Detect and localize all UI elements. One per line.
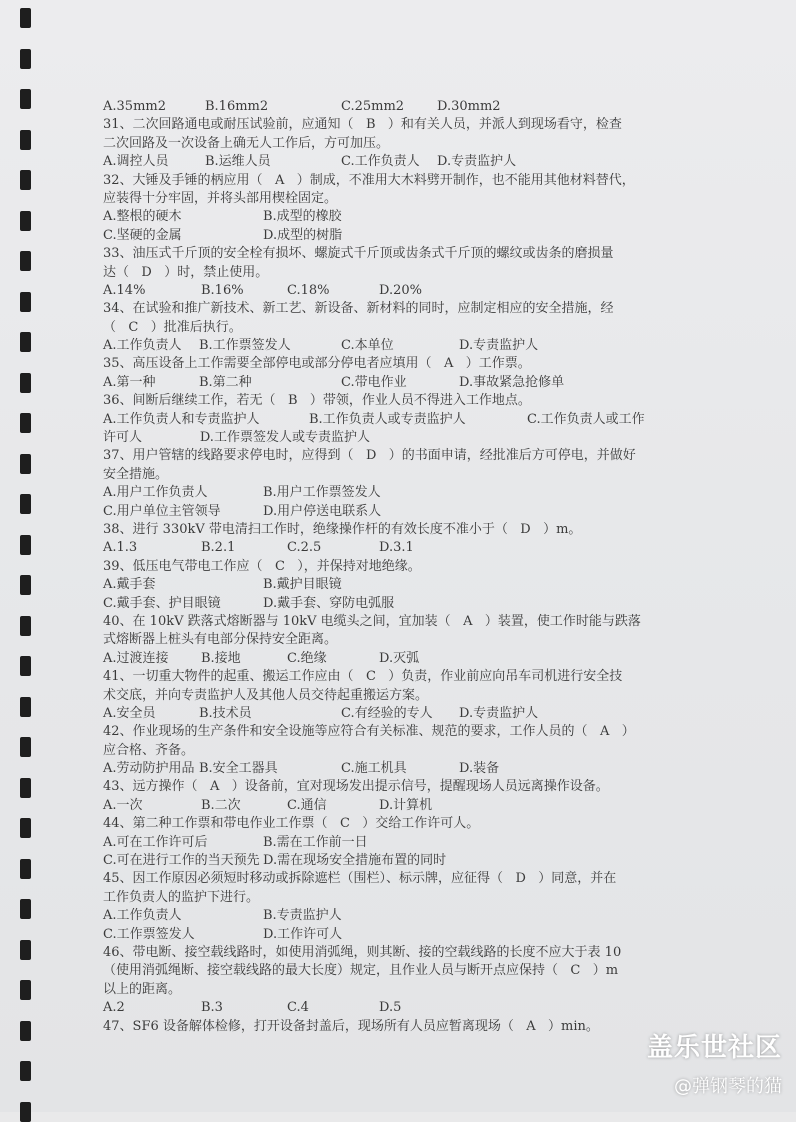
option-item: B.工作负责人或专责监护人 — [309, 411, 466, 427]
text-line: 42、作业现场的生产条件和安全设施等应符合有关标准、规范的要求，工作人员的（ A ） — [103, 724, 635, 740]
binding-hole — [20, 130, 31, 150]
binding-hole — [20, 373, 31, 393]
option-row — [103, 852, 673, 870]
text-line: 32、大锤及手锤的柄应用（ A ）制成，不准用大木料劈开制作，也不能用其他材料替代， — [103, 172, 635, 188]
option-item: B.戴护目眼镜 — [263, 577, 342, 593]
text-line: 43、远方操作（ A ）设备前，宜对现场发出提示信号，提醒现场人员远离操作设备。 — [103, 779, 609, 795]
option-row — [103, 153, 673, 171]
option-row — [103, 411, 673, 429]
binding-hole — [20, 49, 31, 69]
option-item: C.工作负责人或工作 — [527, 411, 645, 427]
text-line: 44、第二种工作票和带电作业工作票（ C ）交给工作许可人。 — [103, 816, 480, 832]
option-item: C.工作票签发人 — [103, 926, 195, 942]
option-item: A.整根的硬木 — [103, 209, 182, 225]
option-item: A.安全员 — [103, 705, 156, 721]
binding-hole — [20, 89, 31, 109]
option-row — [103, 282, 673, 300]
question-text — [103, 98, 673, 1036]
option-item: C.2.5 — [287, 540, 322, 556]
option-item: C.4 — [287, 1000, 309, 1016]
option-item: C.18% — [287, 282, 330, 298]
option-item: B.16% — [201, 282, 244, 298]
binding-hole — [20, 1021, 31, 1041]
text-line: 45、因工作原因必须短时移动或拆除遮栏（围栏）、标示牌，应征得（ D ）同意，并在 — [103, 871, 617, 887]
option-row — [103, 374, 673, 392]
binding-hole — [20, 454, 31, 474]
option-item: D.计算机 — [379, 797, 433, 813]
option-item: C.本单位 — [341, 338, 394, 354]
option-item: D.事故紧急抢修单 — [459, 374, 565, 390]
option-item: A.35mm2 — [103, 99, 166, 114]
option-item: B.安全工器具 — [199, 761, 278, 777]
binding-holes — [20, 0, 36, 1112]
text-line: 式熔断器上桩头有电部分保持安全距离。 — [103, 632, 338, 648]
option-item: A.第一种 — [103, 374, 156, 390]
option-item: C.25mm2 — [341, 99, 405, 114]
option-item: C.通信 — [287, 797, 327, 813]
option-item: D.需在现场安全措施布置的同时 — [263, 853, 447, 869]
option-row — [103, 484, 673, 502]
option-item: D.专责监护人 — [437, 154, 517, 170]
option-item: D.3.1 — [379, 540, 414, 556]
option-row — [103, 705, 673, 723]
option-row — [103, 98, 673, 116]
watermark-title: 盖乐世社区 — [646, 1033, 782, 1063]
option-item: C.施工机具 — [341, 761, 407, 777]
watermark — [647, 1027, 782, 1098]
binding-hole — [20, 940, 31, 960]
option-row — [103, 797, 673, 815]
text-line: 安全措施。 — [103, 466, 169, 482]
option-row — [103, 760, 673, 778]
option-item: C.坚硬的金属 — [103, 227, 182, 243]
text-line: （ C ）批准后执行。 — [103, 319, 242, 335]
binding-hole — [20, 170, 31, 190]
option-item: B.运维人员 — [205, 154, 271, 170]
option-item: A.过渡连接 — [103, 650, 169, 666]
text-line: 39、低压电气带电工作应（ C ），并保持对地绝缘。 — [103, 558, 421, 574]
text-line: 31、二次回路通电或耐压试验前，应通知（ B ）和有关人员，并派人到现场看守，检查 — [103, 117, 622, 133]
option-row — [103, 999, 673, 1017]
binding-hole — [20, 737, 31, 757]
option-row — [103, 539, 673, 557]
option-row — [103, 834, 673, 852]
text-line: 应合格、齐备。 — [103, 742, 195, 758]
text-line: 应装得十分牢固，并将头部用楔栓固定。 — [103, 190, 338, 206]
option-item: A.工作负责人 — [103, 338, 182, 354]
binding-hole — [20, 656, 31, 676]
option-item: B.2.1 — [201, 540, 236, 556]
option-item: D.成型的树脂 — [263, 227, 343, 243]
text-line: 35、高压设备上工作需要全部停电或部分停电者应填用（ A ）工作票。 — [103, 356, 531, 372]
text-line: 40、在 10kV 跌落式熔断器与 10kV 电缆头之间，宜加装（ A ）装置，使工作时能与跌落 — [103, 613, 641, 629]
option-item: B.工作票签发人 — [199, 338, 291, 354]
binding-hole — [20, 859, 31, 879]
option-item: D.30mm2 — [437, 99, 501, 114]
option-item: B.3 — [201, 1000, 223, 1016]
option-item: C.戴手套、护目眼镜 — [103, 595, 221, 611]
option-item: A.戴手套 — [103, 577, 156, 593]
option-item: C.带电作业 — [341, 374, 407, 390]
option-item: A.1.3 — [103, 540, 138, 556]
option-row — [103, 576, 673, 594]
text-line: 36、间断后继续工作，若无（ B ）带领，作业人员不得进入工作地点。 — [103, 393, 531, 409]
option-item: D.工作许可人 — [263, 926, 343, 942]
option-row — [103, 926, 673, 944]
option-item: B.用户工作票签发人 — [263, 485, 381, 501]
binding-hole — [20, 778, 31, 798]
binding-hole — [20, 535, 31, 555]
text-line: 许可人 D.工作票签发人或专责监护人 — [103, 430, 370, 446]
option-item: B.16mm2 — [205, 99, 269, 114]
option-item: B.二次 — [201, 797, 241, 813]
binding-hole — [20, 818, 31, 838]
option-item: D.专责监护人 — [459, 705, 539, 721]
option-item: D.20% — [379, 282, 422, 298]
option-item: A.工作负责人和专责监护人 — [103, 411, 260, 427]
option-item: D.灭弧 — [379, 650, 420, 666]
text-line: 41、一切重大物件的起重、搬运工作应由（ C ）负责，作业前应向吊车司机进行安全技 — [103, 669, 623, 685]
option-item: D.5 — [379, 1000, 402, 1016]
binding-hole — [20, 292, 31, 312]
text-line: 达（ D ）时，禁止使用。 — [103, 264, 269, 280]
option-item: A.调控人员 — [103, 154, 169, 170]
option-row — [103, 907, 673, 925]
binding-hole — [20, 980, 31, 1000]
option-item: A.14% — [103, 282, 146, 298]
binding-hole — [20, 697, 31, 717]
binding-hole — [20, 494, 31, 514]
text-line: 33、油压式千斤顶的安全栓有损坏、螺旋式千斤顶或齿条式千斤顶的螺纹或齿条的磨损量 — [103, 246, 614, 262]
binding-hole — [20, 575, 31, 595]
option-row — [103, 650, 673, 668]
text-line: 工作负责人的监护下进行。 — [103, 889, 260, 905]
option-row — [103, 595, 673, 613]
option-row — [103, 227, 673, 245]
watermark-subtitle: @弹钢琴的猫 — [674, 1076, 782, 1097]
option-item: C.用户单位主管领导 — [103, 503, 221, 519]
option-item: A.劳动防护用品 — [103, 761, 195, 777]
text-line: 术交底，并向专责监护人及其他人员交待起重搬运方案。 — [103, 687, 429, 703]
option-item: B.接地 — [201, 650, 241, 666]
option-item: B.技术员 — [199, 705, 252, 721]
option-item: C.有经验的专人 — [341, 705, 433, 721]
binding-hole — [20, 211, 31, 231]
binding-hole — [20, 251, 31, 271]
text-line: 以上的距离。 — [103, 981, 182, 997]
binding-hole — [20, 1061, 31, 1081]
option-item: B.专责监护人 — [263, 908, 342, 924]
option-item: A.一次 — [103, 797, 143, 813]
option-item: C.可在进行工作的当天预先 — [103, 853, 260, 869]
text-line: 38、进行 330kV 带电清扫工作时，绝缘操作杆的有效长度不准小于（ D ）m。 — [103, 521, 582, 537]
text-line: 34、在试验和推广新技术、新工艺、新设备、新材料的同时，应制定相应的安全措施，经 — [103, 301, 614, 317]
option-row — [103, 503, 673, 521]
text-line: 46、带电断、接空载线路时，如使用消弧绳，则其断、接的空载线路的长度不应大于表 10 — [103, 944, 622, 960]
option-item: C.工作负责人 — [341, 154, 420, 170]
option-item: B.第二种 — [199, 374, 252, 390]
option-item: B.成型的橡胶 — [263, 209, 342, 225]
text-line: （使用消弧绳断、接空载线路的最大长度）规定，且作业人员与断开点应保持（ C ）m — [103, 963, 619, 979]
binding-hole — [20, 616, 31, 636]
option-item: D.装备 — [459, 761, 500, 777]
option-item: D.专责监护人 — [459, 338, 539, 354]
option-item: D.戴手套、穿防电弧服 — [263, 595, 395, 611]
text-line: 37、用户管辖的线路要求停电时，应得到（ D ）的书面申请，经批准后方可停电，并做好 — [103, 448, 636, 464]
option-item: A.工作负责人 — [103, 908, 182, 924]
option-item: A.用户工作负责人 — [103, 485, 208, 501]
option-item: B.需在工作前一日 — [263, 834, 368, 850]
option-item: C.绝缘 — [287, 650, 327, 666]
option-row — [103, 337, 673, 355]
option-item: D.用户停送电联系人 — [263, 503, 382, 519]
binding-hole — [20, 899, 31, 919]
option-item: A.可在工作许可后 — [103, 834, 208, 850]
binding-hole — [20, 332, 31, 352]
option-item: A.2 — [103, 1000, 125, 1016]
option-row — [103, 208, 673, 226]
binding-hole — [20, 413, 31, 433]
text-line: 二次回路及一次设备上确无人工作后，方可加压。 — [103, 135, 390, 151]
text-line: 47、SF6 设备解体检修，打开设备封盖后，现场所有人员应暂离现场（ A ）min。 — [103, 1018, 599, 1034]
binding-hole — [20, 8, 31, 28]
